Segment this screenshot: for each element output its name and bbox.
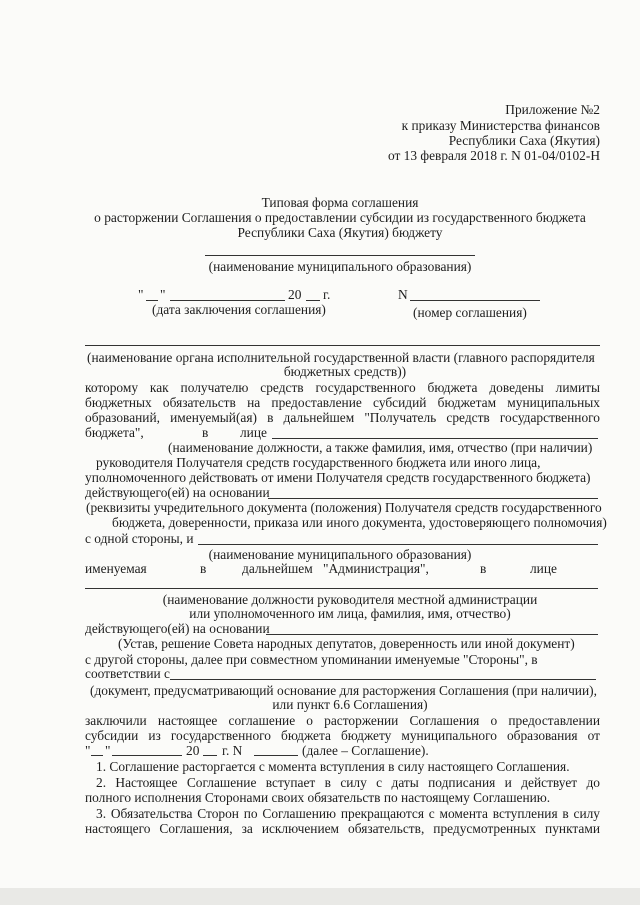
basis-caption-cont: бюджета, доверенности, приказа или иного документа, удостоверяющего полномочия) — [112, 515, 607, 530]
form-title-line3: Республики Саха (Якутия) бюджету — [237, 225, 443, 240]
body-line-13: с одной стороны, и — [85, 531, 194, 546]
body-line-15e: в — [480, 561, 487, 576]
agreement-number-blank[interactable] — [254, 755, 298, 756]
body-line-6c: лице — [240, 425, 267, 440]
body-line-15b: в — [200, 561, 207, 576]
agreement-date-quote-open: " — [85, 743, 91, 758]
agreement-number-label: г. N — [222, 743, 243, 758]
agreement-day-field[interactable] — [91, 755, 103, 756]
body-line-15f: лице — [530, 561, 557, 576]
order-date: от 13 февраля 2018 г. N 01-04/0102-Н — [387, 148, 600, 163]
municipality-caption: (наименование муниципального образования) — [208, 547, 472, 562]
body-line-6a: бюджета", — [85, 425, 144, 440]
representative-field[interactable] — [272, 438, 598, 439]
termination-basis-caption: (документ, предусматривающий основание для расторжения Соглашения (при наличии), — [90, 683, 597, 698]
admin-basis-caption: (Устав, решение Совета народных депутатов, доверенность или иной документ) — [118, 636, 575, 651]
body-line-5: образований, именуемый(ая) в дальнейшем "Получатель средств государственного — [85, 410, 600, 425]
date-caption: (дата заключения соглашения) — [152, 302, 326, 317]
date-quote-open: " — [138, 287, 144, 302]
body-line-9: уполномоченного действовать от имени Получателя средств государственного бюджета) — [85, 470, 591, 485]
body-line-25: субсидии из государственного бюджета бюджету муниципального образования от — [85, 728, 600, 743]
body-line-24: заключили настоящее соглашение о расторжении Соглашения о предоставлении — [85, 713, 600, 728]
republic-name: Республики Саха (Якутия) — [448, 133, 600, 148]
authority-caption-cont: бюджетных средств)) — [283, 364, 407, 379]
admin-head-caption: (наименование должности руководителя местной администрации — [162, 592, 538, 607]
admin-head-field[interactable] — [85, 588, 598, 589]
agreement-date-quote-close: " — [105, 743, 111, 758]
body-line-8: руководителя Получателя средств государственного бюджета или иного лица, — [96, 455, 541, 470]
clause-2: 2. Настоящее Соглашение вступает в силу с даты подписания и действует до — [96, 775, 600, 790]
date-day-field[interactable] — [146, 300, 158, 301]
agreement-year: 20 — [186, 743, 200, 758]
scan-edge — [0, 888, 640, 905]
admin-head-caption-cont: или уполномоченного им лица, фамилия, имя, отчество) — [189, 606, 511, 621]
municipality-field[interactable] — [198, 544, 598, 545]
body-line-15d: "Администрация", — [323, 561, 429, 576]
date-year-suffix: г. — [323, 287, 331, 302]
authority-name-field[interactable] — [85, 345, 600, 346]
clause-3: 3. Обязательства Сторон по Соглашению прекращаются с момента вступления в силу — [96, 806, 600, 821]
number-caption: (номер соглашения) — [413, 305, 527, 320]
agreement-year-field[interactable] — [203, 755, 217, 756]
body-line-15c: дальнейшем — [242, 561, 313, 576]
clause-1: 1. Соглашение расторгается с момента вступления в силу настоящего Соглашения. — [96, 759, 570, 774]
body-line-6b: в — [202, 425, 209, 440]
date-month-field[interactable] — [170, 300, 285, 301]
clause-3-cont: настоящего Соглашения, за исключением обязательств, предусмотренных пунктами — [85, 821, 600, 836]
form-title: Типовая форма соглашения — [261, 195, 419, 210]
clause-2-cont: полного исполнения Сторонами своих обязательств по настоящему Соглашению. — [85, 790, 551, 805]
body-line-10: действующего(ей) на основании — [85, 485, 270, 500]
form-title-line2: о расторжении Соглашения о предоставлении субсидии из государственного бюджета — [94, 210, 586, 225]
termination-basis-caption-cont: или пункт 6.6 Соглашения) — [272, 697, 428, 712]
municipal-name-caption: (наименование муниципального образования) — [208, 259, 472, 274]
body-line-18: действующего(ей) на основании — [85, 621, 270, 636]
body-line-20: с другой стороны, далее при совместном упоминании именуемые "Стороны", в — [85, 652, 538, 667]
date-year-field[interactable] — [306, 300, 320, 301]
date-quote-close: " — [160, 287, 166, 302]
representative-caption: (наименование должности, а также фамилия, имя, отчество (при наличии) — [168, 440, 593, 455]
basis-field[interactable] — [268, 498, 598, 499]
agreement-number-field[interactable] — [410, 300, 540, 301]
date-year: 20 — [288, 287, 302, 302]
authority-caption: (наименование органа исполнительной государственной власти (главного распорядителя — [87, 350, 595, 365]
basis-caption: (реквизиты учредительного документа (положения) Получателя средств государственного — [86, 500, 602, 515]
termination-basis-field[interactable] — [170, 679, 596, 680]
municipal-name-field[interactable] — [205, 255, 475, 256]
appendix-number: Приложение №2 — [505, 102, 600, 117]
body-line-4: бюджетных обязательств на предоставление субсидий бюджетам муниципальных — [85, 395, 600, 410]
body-line-21: соответствии с — [85, 666, 170, 681]
order-reference: к приказу Министерства финансов — [401, 118, 600, 133]
body-line-3: которому как получателю средств государственного бюджета доведены лимиты — [85, 380, 600, 395]
number-label: N — [398, 287, 408, 302]
admin-basis-field[interactable] — [266, 634, 598, 635]
agreement-month-field[interactable] — [112, 755, 182, 756]
agreement-reference: (далее – Соглашение). — [302, 743, 429, 758]
body-line-15a: именуемая — [85, 561, 147, 576]
